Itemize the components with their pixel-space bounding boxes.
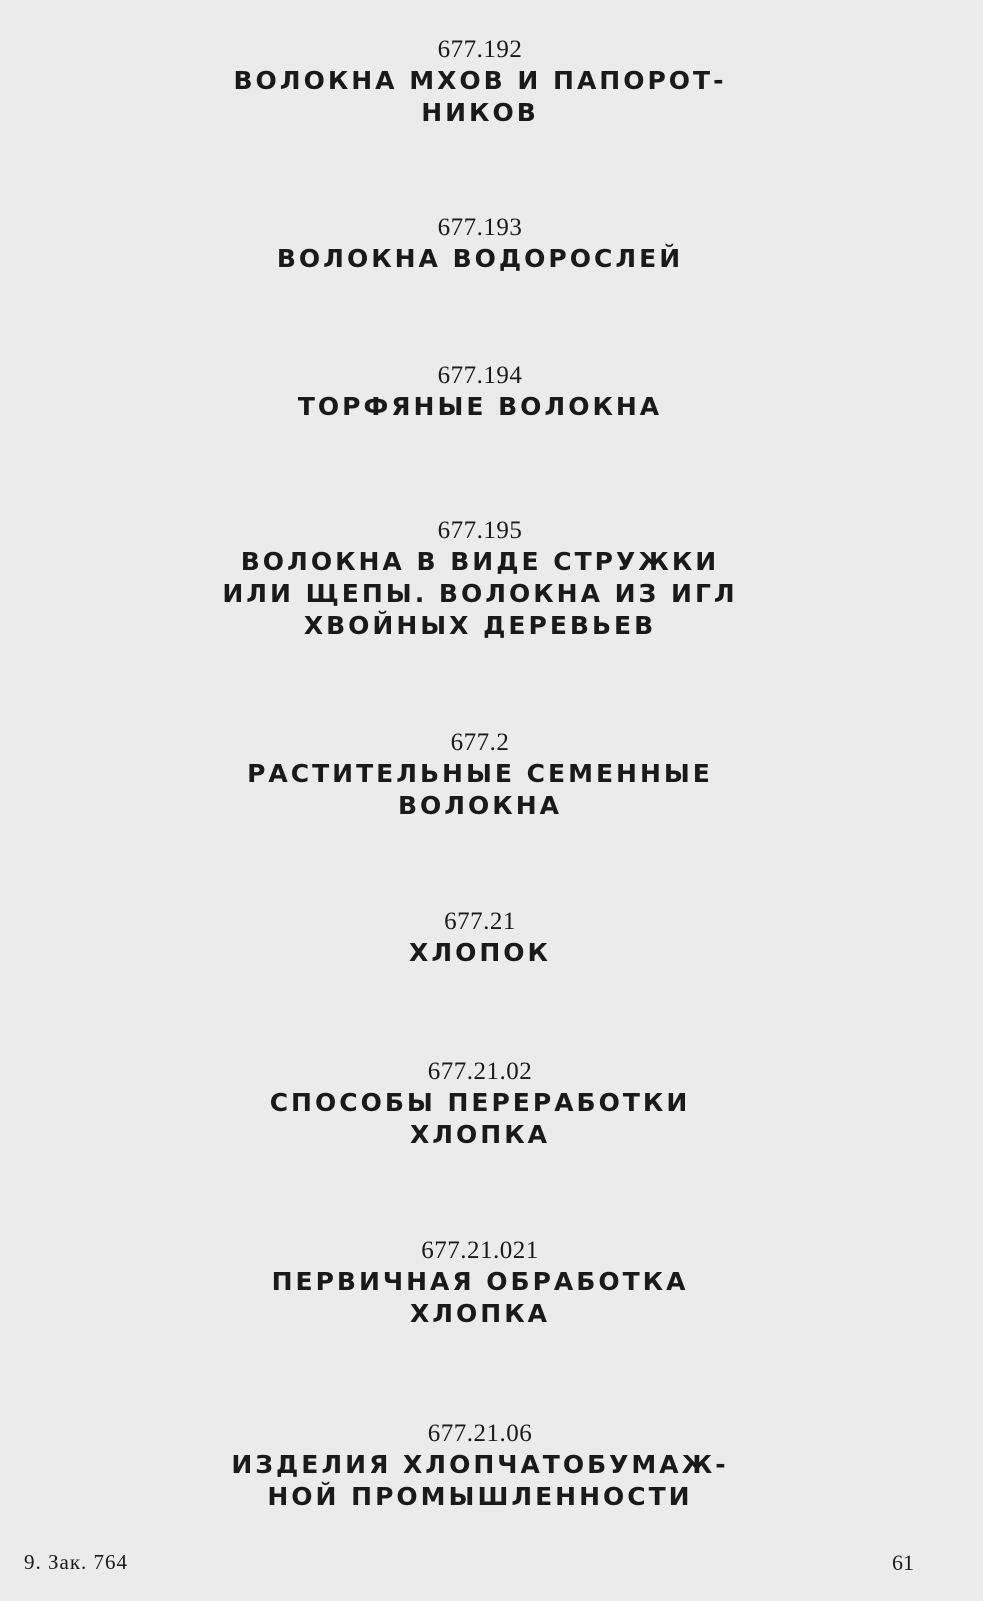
entry-title-line: НОЙ ПРОМЫШЛЕННОСТИ [267,1482,693,1511]
entry-code: 677.192 [437,36,523,63]
entry-677-195 [0,516,960,642]
printer-signature: 9. Зак. 764 [24,1550,129,1574]
entry-title-line: ВОЛОКНА МХОВ И ПАПОРОТ- [233,66,727,95]
entry-title [0,65,960,129]
entry-title-line: ПЕРВИЧНАЯ ОБРАБОТКА [271,1267,689,1296]
entry-title-line: ИЗДЕЛИЯ ХЛОПЧАТОБУМАЖ- [231,1450,729,1479]
entry-code: 677.21 [444,908,516,935]
entry-title [0,937,960,969]
entry-677-21-021 [0,1236,960,1330]
entry-code: 677.2 [450,729,510,756]
entry-677-2 [0,728,960,822]
entry-title-line: НИКОВ [421,98,539,127]
entry-677-21 [0,907,960,969]
entry-title-line: ХЛОПКА [410,1120,550,1149]
entry-677-21-02 [0,1057,960,1151]
entry-title-line: ИЛИ ЩЕПЫ. ВОЛОКНА ИЗ ИГЛ [222,579,738,608]
entry-code: 677.195 [437,517,523,544]
entry-title-line: ХЛОПКА [410,1299,550,1328]
entry-title [0,1449,960,1513]
entry-title-line: ХВОЙНЫХ ДЕРЕВЬЕВ [303,611,657,640]
entry-title-line: РАСТИТЕЛЬНЫЕ СЕМЕННЫЕ [247,759,713,788]
entry-title [0,546,960,642]
entry-title [0,1087,960,1151]
entry-title-line: ТОРФЯНЫЕ ВОЛОКНА [297,392,663,421]
entry-677-21-06 [0,1419,960,1513]
entry-677-194 [0,361,960,423]
entry-677-192 [0,35,960,129]
page-number: 61 [892,1550,914,1575]
entry-title [0,758,960,822]
entry-title-line: ВОЛОКНА В ВИДЕ СТРУЖКИ [240,547,720,576]
entry-title-line: ВОЛОКНА [397,791,563,820]
entry-title [0,243,960,275]
entry-code: 677.21.06 [427,1420,533,1447]
entry-code: 677.194 [437,362,523,389]
entry-title [0,391,960,423]
entry-code: 677.21.02 [427,1058,533,1085]
entry-title-line: ХЛОПОК [409,938,551,967]
entry-code: 677.21.021 [421,1237,539,1264]
entry-title [0,1266,960,1330]
entry-title-line: ВОЛОКНА ВОДОРОСЛЕЙ [276,244,684,273]
entry-677-193 [0,213,960,275]
entry-title-line: СПОСОБЫ ПЕРЕРАБОТКИ [269,1088,691,1117]
entry-code: 677.193 [437,214,523,241]
